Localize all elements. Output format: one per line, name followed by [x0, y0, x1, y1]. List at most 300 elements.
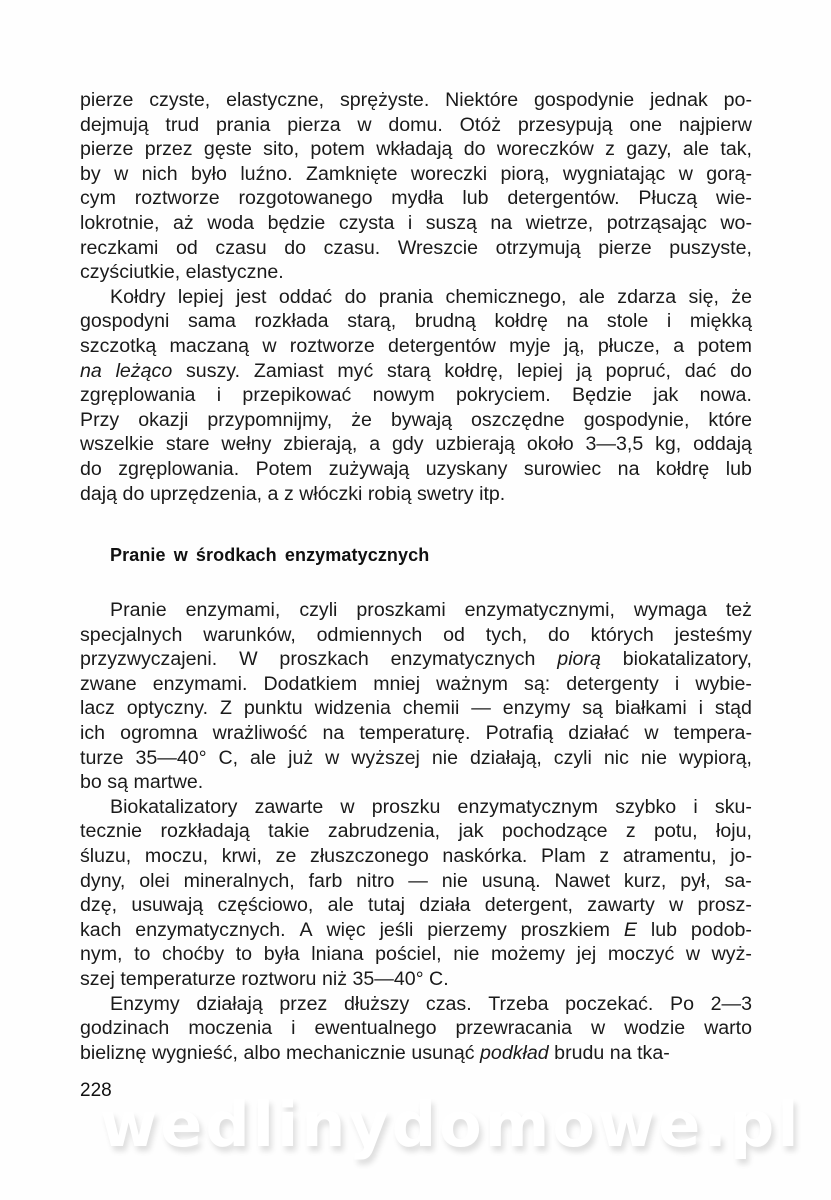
word: farb: [308, 869, 343, 892]
word: czyli: [553, 746, 592, 769]
word: gorą-: [706, 162, 752, 185]
word: lokrotnie,: [80, 211, 160, 234]
word: swetry: [416, 482, 474, 505]
word: nie: [640, 746, 668, 769]
word: trud: [165, 113, 200, 136]
word: dłuższy: [343, 992, 410, 1015]
word: lniana: [311, 943, 364, 966]
word: działać: [568, 721, 630, 744]
word: ją,: [563, 334, 585, 357]
word: do: [80, 457, 102, 480]
word: działają: [196, 992, 263, 1015]
word: wrażliwość: [212, 721, 308, 744]
word: i: [291, 1017, 296, 1040]
word: stole: [606, 310, 649, 333]
word: 2—3: [710, 992, 752, 1015]
word: Będzie: [572, 384, 632, 407]
word: gdy: [391, 433, 424, 456]
word: bieliznę: [80, 1041, 147, 1064]
text-line: [80, 211, 752, 236]
word: wyższej: [351, 746, 420, 769]
word: ogromna: [120, 721, 198, 744]
word: detergentów.: [507, 187, 620, 210]
text-line: [80, 893, 752, 918]
word: 35—40°: [135, 746, 207, 769]
word: było: [190, 162, 227, 185]
word: uzbierają: [435, 433, 515, 456]
text-line: [80, 844, 752, 869]
word: na: [322, 721, 345, 744]
word: wodzie: [624, 1017, 686, 1040]
word: sprężyste.: [339, 89, 430, 111]
word: E: [623, 918, 637, 941]
text-line: [80, 309, 752, 334]
word: sama: [187, 310, 236, 333]
word: w: [357, 113, 372, 136]
text-line: [80, 967, 752, 992]
word: leżąco: [115, 359, 173, 382]
word: częściowo,: [217, 894, 314, 917]
text-line: [80, 819, 752, 844]
word: tempera-: [673, 721, 752, 744]
word: Niektóre: [445, 89, 519, 111]
word: w: [325, 746, 340, 769]
word: roztworze: [289, 334, 375, 357]
word: jej: [576, 943, 597, 966]
word: rozgotowanego: [238, 187, 373, 210]
word: elastyczne,: [226, 89, 325, 111]
word: gospodynie: [533, 89, 635, 111]
word: chemii: [402, 697, 460, 720]
word: ważnym: [436, 672, 508, 695]
text-line: [80, 672, 752, 697]
text-line: [80, 162, 752, 187]
word: enzymami.: [152, 672, 248, 695]
word: ją: [576, 359, 592, 382]
word: jo-: [730, 844, 752, 867]
word: kach: [80, 918, 122, 941]
word: Płuczą: [638, 187, 698, 210]
word: lepiej: [177, 285, 224, 308]
word: krwi,: [221, 844, 262, 867]
word: do: [730, 359, 752, 382]
word: ale: [682, 138, 710, 161]
text-block-upper: [80, 88, 752, 506]
word: by: [80, 162, 101, 185]
word: najpierw: [678, 113, 752, 136]
word: zwane: [80, 672, 137, 695]
word: wygniatając: [562, 162, 666, 185]
word: w: [678, 162, 693, 185]
word: ich: [80, 721, 106, 744]
word: Z: [219, 697, 232, 720]
word: lub: [462, 187, 489, 210]
word: moczyć: [607, 943, 675, 966]
word: wo-: [720, 211, 752, 234]
word: białkami: [614, 697, 687, 720]
word: do: [122, 482, 145, 505]
word: wybie-: [695, 672, 752, 695]
word: lacz: [80, 697, 115, 720]
word: Wreszcie: [397, 236, 479, 259]
word: zużywają: [328, 457, 410, 480]
word: prania: [378, 285, 434, 308]
word: na: [80, 359, 102, 382]
word: podob-: [690, 918, 752, 941]
word: też: [725, 599, 752, 621]
word: luźno.: [240, 162, 293, 185]
word: martwe.: [133, 771, 204, 794]
word: które: [708, 408, 752, 431]
word: piorą,: [500, 162, 550, 185]
word: kołdrę,: [444, 359, 504, 382]
word: cym: [80, 187, 116, 210]
word: oddają: [693, 433, 752, 456]
word: nowym: [372, 384, 435, 407]
word: była: [263, 943, 300, 966]
word: śluzu,: [80, 844, 132, 867]
word: mydła: [391, 187, 444, 210]
word: w: [590, 1017, 606, 1040]
word: wyż-: [711, 943, 752, 966]
paragraph: [80, 598, 752, 795]
word: których: [590, 623, 654, 646]
text-block-lower: [80, 598, 752, 1065]
word: odmiennych: [316, 623, 423, 646]
word: pierze: [598, 236, 652, 259]
word: tecznie: [80, 820, 143, 843]
word: biokatalizatory,: [622, 648, 752, 671]
word: myje: [509, 334, 551, 357]
word: się,: [688, 285, 719, 308]
word: nich: [141, 162, 178, 185]
word: detergentów: [388, 334, 496, 357]
word: suszy.: [186, 359, 241, 382]
word: są: [582, 697, 603, 720]
word: i: [693, 795, 698, 818]
word: jest: [236, 285, 267, 308]
word: Potem: [255, 457, 313, 480]
word: enzymatycznych: [390, 648, 536, 671]
word: puszyste,: [669, 236, 752, 259]
word: oddać: [278, 285, 333, 308]
word: do: [463, 138, 486, 161]
word: punktu: [243, 697, 303, 720]
section-heading: Pranie w środkach enzymatycznych: [110, 545, 430, 565]
word: i: [216, 384, 222, 407]
word: prania: [215, 113, 271, 136]
word: jak: [653, 384, 679, 407]
word: maczaną: [169, 334, 250, 357]
text-line: [80, 696, 752, 721]
text-line: [80, 408, 752, 433]
word: choćby: [162, 943, 225, 966]
text-line: [80, 918, 752, 943]
word: enzymy: [502, 697, 571, 720]
word: turze: [80, 746, 124, 769]
word: Potrafią: [485, 721, 554, 744]
page-number: 228: [80, 1080, 112, 1101]
word: są: [107, 771, 128, 794]
word: wypiorą,: [678, 746, 752, 769]
word: wkładają: [376, 138, 453, 161]
text-line: [80, 186, 752, 211]
word: dyny,: [80, 869, 126, 892]
word: nic: [603, 746, 629, 769]
word: Po: [670, 992, 694, 1015]
word: Otóż: [459, 113, 502, 136]
word: a: [369, 433, 381, 456]
word: woda: [207, 211, 255, 234]
text-line: [80, 623, 752, 648]
text-line: [80, 795, 752, 820]
text-line: [80, 88, 752, 113]
word: około: [526, 433, 574, 456]
text-line: [80, 1041, 752, 1066]
word: olei: [139, 869, 170, 892]
word: w: [114, 162, 129, 185]
word: zgręplowania: [80, 384, 196, 407]
word: potem: [697, 334, 752, 357]
word: moczu,: [144, 844, 209, 867]
word: wietrze,: [525, 211, 594, 234]
text-line: [80, 285, 752, 310]
word: szczotką: [80, 334, 157, 357]
word: w: [669, 894, 684, 917]
word: że: [351, 408, 372, 431]
word: albo: [243, 1041, 281, 1064]
word: enzymatycznymi,: [464, 599, 615, 621]
word: nowa.: [699, 384, 752, 407]
word: jednak: [650, 89, 708, 111]
word: starą,: [347, 310, 397, 333]
word: prosz-: [697, 894, 752, 917]
word: podkład: [480, 1041, 549, 1064]
word: nym,: [80, 943, 123, 966]
word: enzymatycznym: [457, 795, 599, 818]
word: czas.: [425, 992, 472, 1015]
word: Pranie: [110, 599, 167, 621]
word: tka-: [637, 1041, 670, 1064]
word: do: [548, 623, 570, 646]
word: na: [609, 1041, 632, 1064]
word: C.: [429, 967, 449, 990]
word: —: [471, 697, 491, 720]
word: pierza: [287, 113, 341, 136]
word: przez: [279, 992, 328, 1015]
word: czysta: [338, 211, 395, 234]
word: w: [262, 334, 277, 357]
watermark: wedlinydomowe.pl: [100, 1088, 802, 1161]
word: Biokatalizatory: [110, 795, 238, 818]
text-line: [80, 113, 752, 138]
word: enzymami,: [185, 599, 281, 621]
word: więc: [326, 918, 366, 941]
word: sito,: [263, 138, 300, 161]
word: już: [288, 746, 314, 769]
word: czasu.: [323, 236, 381, 259]
word: proszkami: [356, 599, 446, 621]
word: gospodynie,: [583, 408, 690, 431]
word: mineralnych,: [183, 869, 295, 892]
word: jeśli: [379, 918, 414, 941]
word: wymaga: [633, 599, 707, 621]
word: piorą: [557, 648, 601, 671]
word: woreczków: [496, 138, 594, 161]
word: pokryciem.: [456, 384, 551, 407]
word: myć: [337, 359, 374, 382]
word: na: [490, 211, 513, 234]
word: moczenia: [188, 1017, 273, 1040]
word: reczkami: [80, 236, 159, 259]
word: gazy,: [626, 138, 672, 161]
word: działa: [419, 894, 471, 917]
word: i: [666, 310, 672, 333]
word: itp.: [479, 482, 506, 505]
paragraph: [80, 88, 752, 285]
word: pierzemy: [427, 918, 507, 941]
word: warto: [704, 1017, 752, 1040]
word: dają: [80, 482, 118, 505]
word: usuwają: [131, 894, 204, 917]
word: proszkach: [279, 648, 369, 671]
word: nie: [441, 869, 468, 892]
word: są:: [524, 672, 551, 695]
word: Dodatkiem: [263, 672, 358, 695]
word: naskórka.: [442, 844, 528, 867]
word: w: [644, 721, 659, 744]
word: czyli: [299, 599, 338, 621]
word: zabrudzenia,: [327, 820, 441, 843]
text-line: [80, 598, 752, 623]
word: takie: [268, 820, 310, 843]
word: szej: [80, 967, 115, 990]
word: stare: [165, 433, 210, 456]
word: popruć,: [605, 359, 671, 382]
word: na: [566, 310, 589, 333]
word: płucze,: [597, 334, 660, 357]
text-line: [80, 992, 752, 1017]
word: woreczki: [410, 162, 488, 185]
word: przypomnijmy,: [207, 408, 333, 431]
word: pierze: [80, 89, 134, 111]
word: tak,: [720, 138, 752, 161]
word: detergent,: [484, 894, 574, 917]
word: tutaj: [367, 894, 406, 917]
word: optyczny.: [126, 697, 209, 720]
text-line: [80, 869, 752, 894]
word: starą: [387, 359, 431, 382]
text-line: [80, 432, 752, 457]
word: roztworu: [241, 967, 317, 990]
word: i: [407, 211, 413, 234]
word: pierze: [80, 138, 134, 161]
word: rozkłada: [254, 310, 329, 333]
word: szybko: [615, 795, 677, 818]
word: ze: [275, 844, 297, 867]
word: Zamiast: [253, 359, 324, 382]
word: specjalnych: [80, 623, 183, 646]
word: do: [284, 236, 306, 259]
word: uprzędzenia,: [149, 482, 263, 505]
word: na: [617, 457, 640, 480]
word: warunków,: [203, 623, 296, 646]
word: niż: [321, 967, 348, 990]
word: proszku: [371, 795, 441, 818]
word: roztworze: [134, 187, 220, 210]
text-line: [80, 482, 752, 507]
word: surowiec: [523, 457, 602, 480]
word: w: [340, 795, 355, 818]
word: kurz,: [623, 869, 667, 892]
word: sa-: [724, 869, 752, 892]
word: wie-: [716, 187, 752, 210]
word: aż: [173, 211, 194, 234]
word: W: [239, 648, 258, 671]
word: widzenia: [314, 697, 391, 720]
word: ale: [578, 285, 605, 308]
word: Zamknięte: [306, 162, 398, 185]
word: brudu: [554, 1041, 605, 1064]
word: temperaturę.: [359, 721, 471, 744]
word: przyzwyczajeni.: [80, 648, 218, 671]
word: Kołdry: [110, 285, 166, 308]
word: pochodzące: [501, 820, 608, 843]
paragraph: [80, 285, 752, 506]
word: robią: [367, 482, 412, 505]
word: lepiej: [516, 359, 563, 382]
word: bo: [80, 771, 102, 794]
word: od: [176, 236, 198, 259]
word: przewracania: [455, 1017, 572, 1040]
text-line: [80, 457, 752, 482]
word: zgręplowania.: [118, 457, 240, 480]
word: czasu: [215, 236, 267, 259]
word: Trzeba: [488, 992, 549, 1015]
word: stąd: [714, 697, 752, 720]
word: Przy: [80, 408, 120, 431]
text-line: [80, 137, 752, 162]
word: rozkładają: [160, 820, 250, 843]
word: a: [673, 334, 685, 357]
word: przez: [144, 138, 193, 161]
text-line: [80, 260, 752, 285]
word: 35—40°: [352, 967, 424, 990]
word: gospodyni: [80, 310, 170, 333]
word: ewentualnego: [314, 1017, 437, 1040]
word: lub: [650, 918, 677, 941]
word: usuną.: [481, 869, 541, 892]
text-line: [80, 942, 752, 967]
word: godzinach: [80, 1017, 170, 1040]
word: Enzymy: [110, 992, 180, 1015]
word: nitro: [356, 869, 395, 892]
word: i: [674, 672, 680, 695]
word: temperaturze: [120, 967, 236, 990]
word: okazji: [138, 408, 189, 431]
word: zbierają,: [283, 433, 358, 456]
word: włóczki: [299, 482, 363, 505]
word: oszczędne: [471, 408, 565, 431]
word: i: [698, 697, 703, 720]
word: usunąć: [411, 1041, 475, 1064]
word: złuszczonego: [310, 844, 429, 867]
word: potem: [310, 138, 365, 161]
word: ale: [250, 746, 277, 769]
word: mechanicznie: [286, 1041, 406, 1064]
word: przesypują: [517, 113, 613, 136]
word: bywają: [390, 408, 452, 431]
